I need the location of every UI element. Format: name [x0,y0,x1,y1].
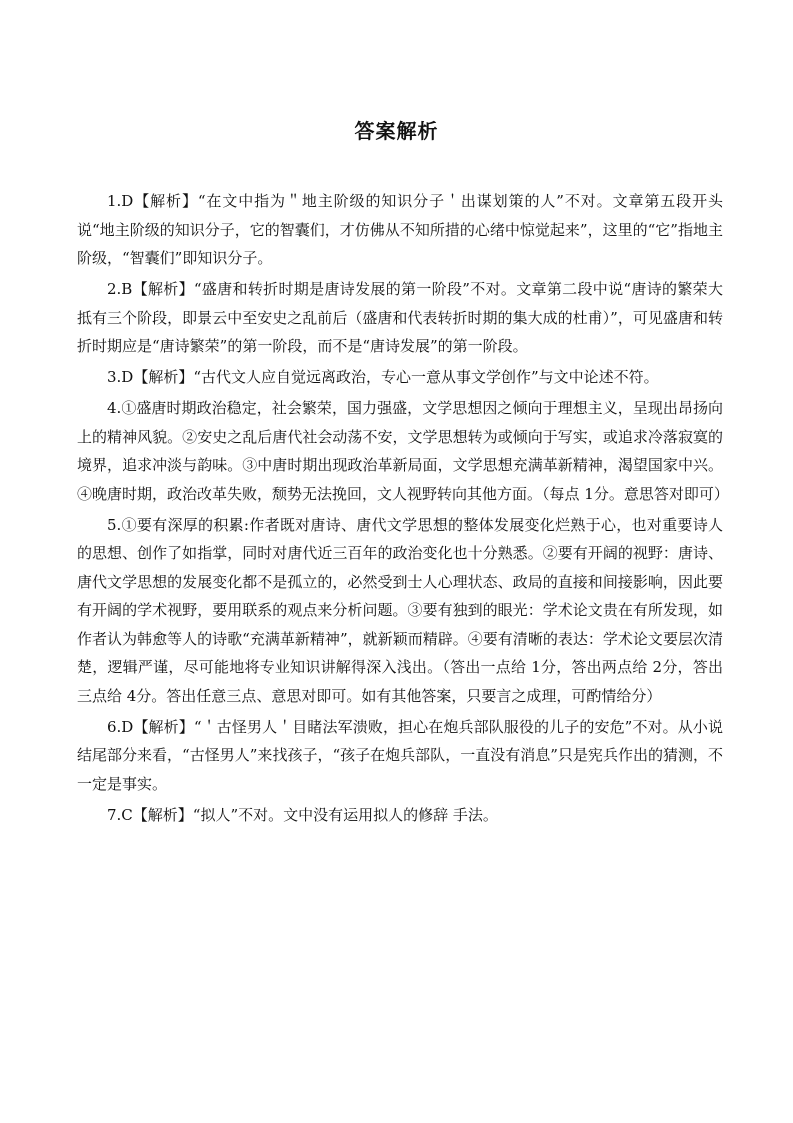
answer-content [77,187,729,829]
answer-paragraph-4: 4.①盛唐时期政治稳定，社会繁荣，国力强盛，文学思想因之倾向于理想主义，呈现出昂扬向上的精神风貌。②安史之乱后唐代社会动荡不安，文学思想转为或倾向于写实，或追求冷落寂寞的境界，追求冲淡与韵味。③中唐时期出现政治革新局面，文学思想充满革新精神，渴望国家中兴。④晚唐时期，政治改革失败，颓势无法挽回，文人视野转向其他方面。（每点 1分。意思答对即可） [77,399,729,503]
page-title: 答案解析 [354,119,439,143]
answer-paragraph-6: 6.D【解析】“＇古怪男人＇目睹法军溃败，担心在炮兵部队服役的儿子的安危”不对。从小说结尾部分来看，“古怪男人”来找孩子，“孩子在炮兵部队，一直没有消息”只是宪兵作出的猜测，不一定是事实。 [77,717,723,793]
answer-paragraph-1: 1.D【解析】“在文中指为＂地主阶级的知识分子＇出谋划策的人”不对。文章第五段开头说“地主阶级的知识分子，它的智囊们，才仿佛从不知所措的心绪中惊觉起来”，这里的“它”指地主阶级，“智囊们”即知识分子。 [77,192,723,267]
answer-paragraph-3: 3.D【解析】“古代文人应自觉远离政治，专心一意从事文学创作”与文中论述不符。 [107,368,659,386]
answer-paragraph-2: 2.B【解析】“盛唐和转折时期是唐诗发展的第一阶段”不对。文章第二段中说“唐诗的繁荣大抵有三个阶段，即景云中至安史之乱前后（盛唐和代表转折时期的集大成的杜甫）”，可见盛唐和转折时期应是“唐诗繁荣”的第一阶段，而不是“唐诗发展”的第一阶段。 [77,280,723,355]
answer-paragraph-5: 5.①要有深厚的积累:作者既对唐诗、唐代文学思想的整体发展变化烂熟于心，也对重要诗人的思想、创作了如指掌，同时对唐代近三百年的政治变化也十分熟悉。②要有开阔的视野：唐诗、唐代文学思想的发展变化都不是孤立的，必然受到士人心理状态、政局的直接和间接影响，因此要有开阔的学术视野，要用联系的观点来分析问题。③要有独到的眼光：学术论文贵在有所发现，如作者认为韩愈等人的诗歌“充满革新精神”，就新颖而精辟。④要有清晰的表达：学术论文要层次清楚，逻辑严谨，尽可能地将专业知识讲解得深入浅出。（答出一点给 1分，答出两点给 2分，答出三点给 4分。答出任意三点、意思对即可。如有其他答案，只要言之成理，可酌情给分） [77,515,723,705]
answer-paragraph-7: 7.C【解析】“拟人”不对。文中没有运用拟人的修辞 手法。 [107,805,498,824]
